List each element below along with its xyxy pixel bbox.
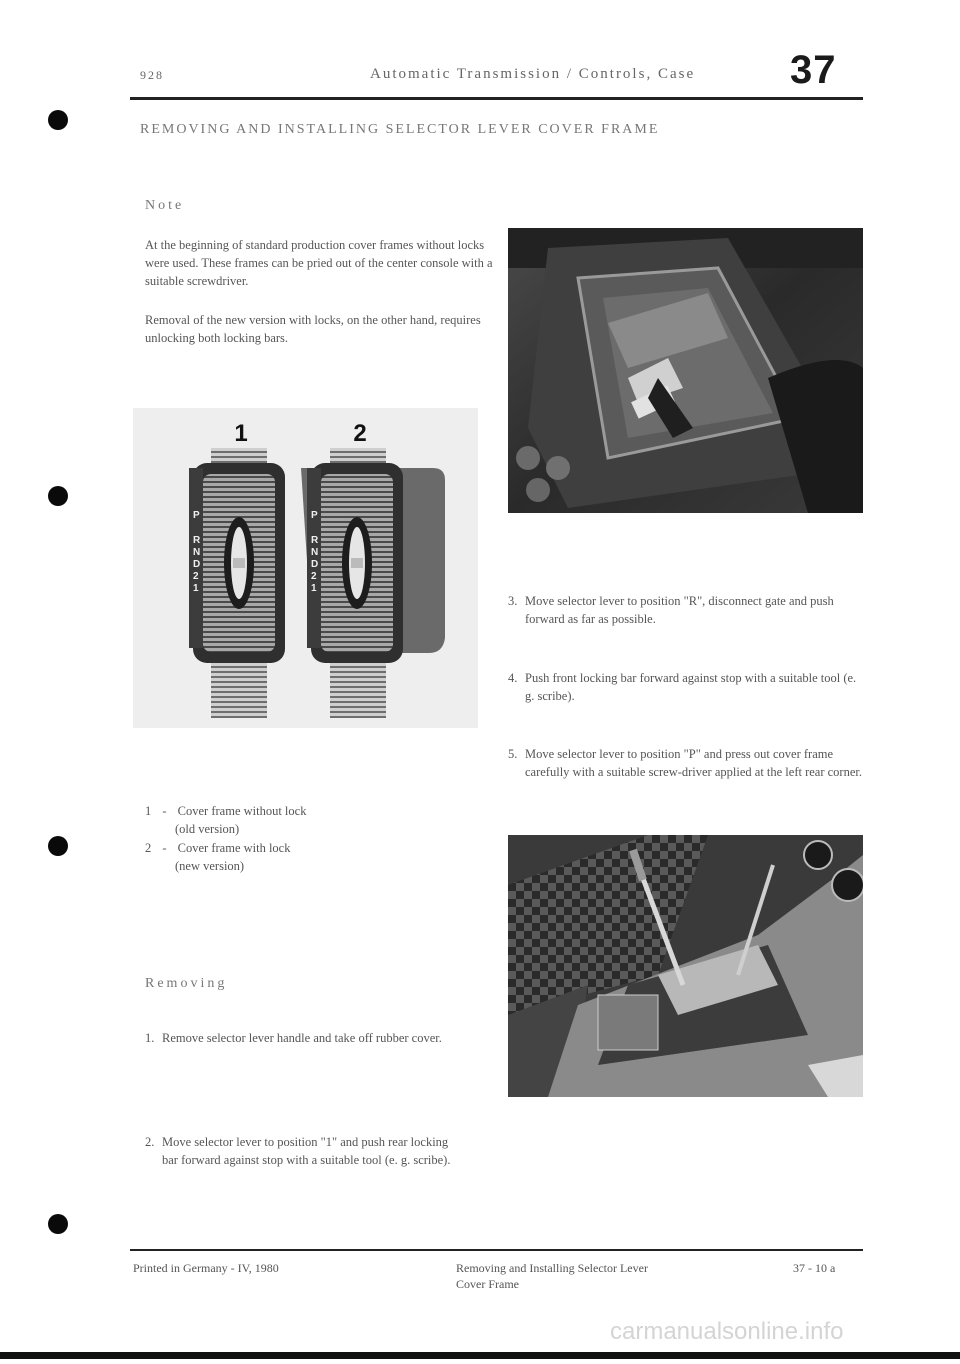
figure-label-2: 2 — [353, 420, 367, 447]
header-model: 928 — [140, 68, 164, 82]
note-paragraph-2: Removal of the new version with locks, on the other hand, requires unlocking both locking bars. — [145, 313, 481, 345]
gear-position: R — [193, 535, 201, 546]
step-5-number: 5. — [508, 747, 518, 761]
legend-dash: - — [162, 841, 167, 855]
step-4 — [508, 669, 863, 705]
gear-position: P — [311, 510, 318, 521]
step-4-number: 4. — [508, 671, 518, 685]
legend-item-2 — [145, 839, 290, 875]
header-title: Automatic Transmission / Controls, Case — [370, 66, 696, 82]
note-heading: Note — [145, 198, 185, 213]
step-1-text: Remove selector lever handle and take off rubber cover. — [162, 1031, 442, 1045]
step-2 — [145, 1133, 465, 1169]
legend-item-1 — [145, 802, 306, 838]
footer-subject — [456, 1260, 648, 1292]
gear-position: P — [193, 510, 200, 521]
gear-position: 2 — [193, 571, 199, 582]
photo-selector-lever-closeup-image — [508, 228, 863, 513]
bottom-edge-bar — [0, 1352, 960, 1359]
note-paragraph-1: At the beginning of standard production cover frames without locks were used. These frames can be pried out of the center console with a suitable screwdriver. — [145, 238, 493, 288]
step-5 — [508, 745, 863, 781]
step-2-text: Move selector lever to position "1" and push rear locking bar forward against stop with a suitable tool (e. g. scribe). — [162, 1135, 451, 1167]
gear-position: 1 — [193, 583, 199, 594]
gear-position: 1 — [311, 583, 317, 594]
footer-printed: Printed in Germany - IV, 1980 — [133, 1261, 279, 1275]
legend-dash: - — [162, 804, 167, 818]
gear-position: R — [311, 535, 319, 546]
footer-subject-line-2: Cover Frame — [456, 1277, 519, 1291]
legend-number: 1 — [145, 804, 152, 818]
gear-position: D — [311, 559, 319, 570]
legend-number: 2 — [145, 841, 152, 855]
footer-page-number: 37 - 10 a — [793, 1261, 836, 1275]
binder-hole — [48, 110, 68, 130]
legend-text: Cover frame with lock — [177, 841, 291, 855]
section-title: REMOVING AND INSTALLING SELECTOR LEVER COVER FRAME — [140, 122, 660, 137]
step-4-text: Push front locking bar forward against stop with a suitable tool (e. g. scribe). — [525, 671, 857, 703]
footer-subject-line-1: Removing and Installing Selector Lever — [456, 1261, 648, 1275]
step-5-text: Move selector lever to position "P" and press out cover frame carefully with a suitable screw-driver applied at the left rear corner. — [525, 747, 862, 779]
header-rule — [130, 97, 863, 100]
photo-center-console-screwdriver — [508, 835, 863, 1097]
photo-center-console-screwdriver-image — [508, 835, 863, 1097]
photo-selector-lever-closeup — [508, 228, 863, 513]
legend-subtext: (new version) — [175, 859, 245, 873]
gear-position: D — [193, 559, 201, 570]
step-3 — [508, 592, 863, 628]
figure-cover-frames — [133, 408, 478, 728]
step-1 — [145, 1029, 465, 1047]
legend-subtext: (old version) — [175, 822, 240, 836]
gear-position: N — [193, 547, 201, 558]
binder-hole — [48, 486, 68, 506]
footer-rule — [130, 1249, 863, 1251]
header-section-number: 37 — [790, 48, 837, 92]
step-3-text: Move selector lever to position "R", disconnect gate and push forward as far as possible. — [525, 594, 834, 626]
step-1-number: 1. — [145, 1031, 155, 1045]
step-3-number: 3. — [508, 594, 518, 608]
cover-frames-illustration — [133, 408, 478, 728]
watermark: carmanualsonline.info — [610, 1318, 844, 1345]
legend-text: Cover frame without lock — [177, 804, 307, 818]
gear-position: 2 — [311, 571, 317, 582]
binder-hole — [48, 836, 68, 856]
step-2-number: 2. — [145, 1135, 155, 1149]
removing-heading: Removing — [145, 976, 228, 991]
gear-position: N — [311, 547, 319, 558]
binder-hole — [48, 1214, 68, 1234]
figure-label-1: 1 — [234, 420, 248, 447]
